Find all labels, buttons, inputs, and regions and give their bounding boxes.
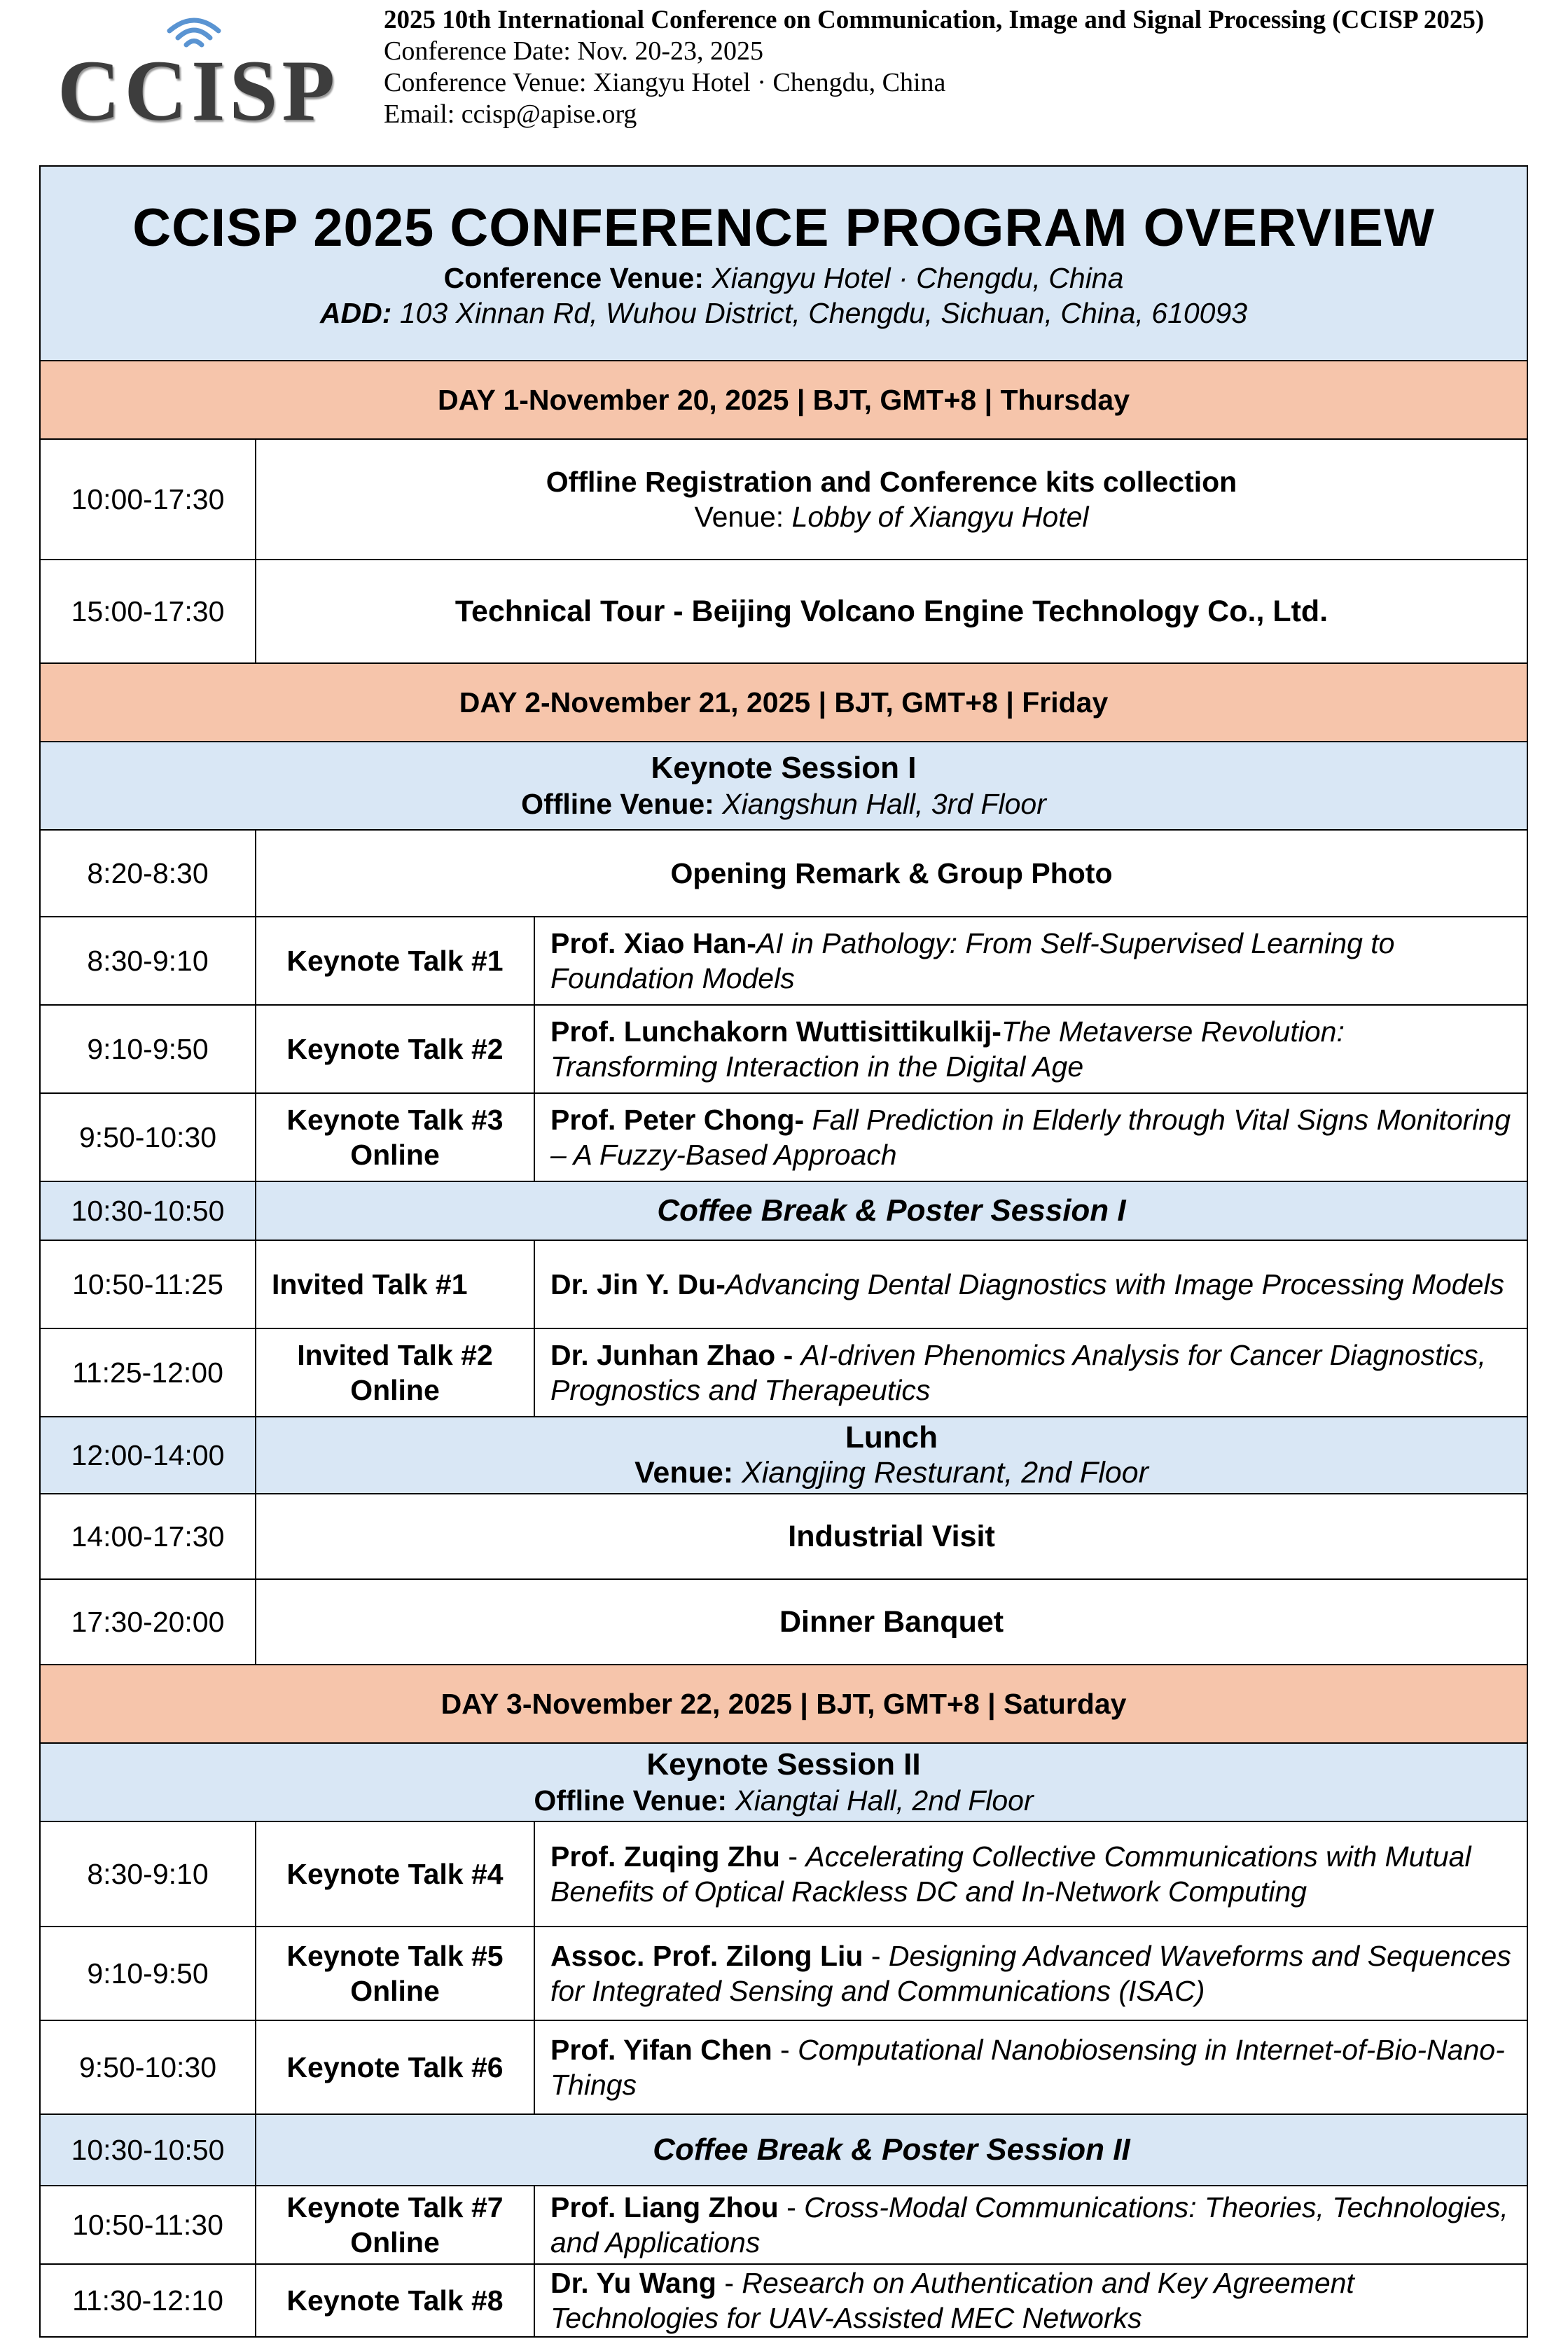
talk-label: Keynote Talk #6 (286, 2051, 504, 2083)
table-row (40, 1927, 1527, 2020)
event-cell (256, 439, 1527, 560)
talk-topic: Cross-Modal Communications: Theories, Technologies, and Applications (550, 2191, 1508, 2258)
table-row (40, 1494, 1527, 1579)
talk-label: Keynote Talk #1 (286, 945, 504, 977)
talk-label-cell (256, 1093, 534, 1181)
talk-topic: Designing Advanced Waveforms and Sequences for Integrated Sensing and Communications (ISAC) (550, 1940, 1511, 2007)
talk-label-cell (256, 1821, 534, 1927)
separator: - (794, 1104, 812, 1136)
talk-cell (534, 1005, 1527, 1093)
talk-cell (534, 2020, 1527, 2114)
table-row (40, 1579, 1527, 1665)
talk-label-cell (256, 2186, 534, 2264)
time-cell: 10:50-11:30 (40, 2186, 256, 2264)
program-table (39, 165, 1528, 2338)
talk-label-cell (256, 1005, 534, 1093)
talk-label: Invited Talk #1 (272, 1268, 468, 1300)
table-row (40, 1005, 1527, 1093)
talk-cell (534, 1927, 1527, 2020)
time-cell: 12:00-14:00 (40, 1417, 256, 1494)
time-cell: 9:50-10:30 (40, 1093, 256, 1181)
session-venue-label: Offline Venue: (521, 788, 714, 820)
break-cell: Coffee Break & Poster Session I (256, 1181, 1527, 1240)
talk-label: Keynote Talk #2 (286, 1033, 504, 1065)
speaker-name: Dr. Yu Wang (550, 2267, 716, 2299)
break-cell: Coffee Break & Poster Session II (256, 2114, 1527, 2186)
venue-label: Conference Venue: (443, 262, 704, 294)
venue-value: Xiangyu Hotel · Chengdu, China (703, 262, 1124, 294)
address-line (56, 296, 1511, 331)
talk-label: Invited Talk #2 (297, 1339, 493, 1371)
separator: - (747, 927, 756, 959)
session-venue-value: Xiangtai Hall, 2nd Floor (727, 1784, 1034, 1817)
time-cell: 17:30-20:00 (40, 1579, 256, 1665)
talk-topic: Advancing Dental Diagnostics with Image Processing Models (725, 1268, 1504, 1300)
conference-email: Email: ccisp@apise.org (384, 99, 637, 129)
address-value: 103 Xinnan Rd, Wuhou District, Chengdu, Sichuan, China, 610093 (391, 297, 1248, 329)
time-cell: 15:00-17:30 (40, 560, 256, 663)
speaker-name: Dr. Junhan Zhao (550, 1339, 776, 1371)
event-venue-value: Lobby of Xiangyu Hotel (791, 501, 1089, 533)
talk-mode: Online (350, 2226, 440, 2258)
separator: - (778, 2191, 805, 2223)
talk-topic: AI in Pathology: From Self-Supervised Learning to Foundation Models (550, 927, 1395, 994)
talk-cell (534, 2264, 1527, 2337)
time-cell: 10:30-10:50 (40, 2114, 256, 2186)
table-row (40, 1240, 1527, 1328)
time-cell: 10:00-17:30 (40, 439, 256, 560)
venue-line (56, 261, 1511, 296)
talk-topic: Computational Nanobiosensing in Internet-of-Bio-Nano-Things (550, 2034, 1505, 2101)
time-cell: 11:30-12:10 (40, 2264, 256, 2337)
speaker-name: Assoc. Prof. Zilong Liu (550, 1940, 863, 1972)
talk-label-cell (256, 1240, 534, 1328)
talk-label-cell (256, 2020, 534, 2114)
session-heading (40, 1743, 1527, 1821)
time-cell: 10:50-11:25 (40, 1240, 256, 1328)
lunch-title: Lunch (845, 1420, 938, 1455)
table-row (40, 2186, 1527, 2264)
ccisp-logo (57, 14, 338, 137)
talk-cell (534, 2186, 1527, 2264)
time-cell: 8:20-8:30 (40, 830, 256, 917)
time-cell: 14:00-17:30 (40, 1494, 256, 1579)
table-row (40, 1328, 1527, 1417)
time-cell: 11:25-12:00 (40, 1328, 256, 1417)
time-cell: 8:30-9:10 (40, 917, 256, 1005)
time-cell: 9:10-9:50 (40, 1005, 256, 1093)
table-row (40, 2264, 1527, 2337)
separator: - (772, 2034, 798, 2066)
separator: - (992, 1015, 1001, 1048)
event-venue-label: Venue: (694, 501, 792, 533)
table-row (40, 2114, 1527, 2186)
speaker-name: Dr. Jin Y. Du (550, 1268, 716, 1300)
speaker-name: Prof. Liang Zhou (550, 2191, 779, 2223)
talk-topic: AI-driven Phenomics Analysis for Cancer Diagnostics, Prognostics and Therapeutics (550, 1339, 1486, 1406)
table-row (40, 830, 1527, 917)
talk-label: Keynote Talk #3 (286, 1104, 504, 1136)
talk-label: Keynote Talk #4 (286, 1858, 504, 1890)
lunch-venue (272, 1455, 1511, 1490)
talk-mode: Online (350, 1139, 440, 1171)
talk-cell (534, 1328, 1527, 1417)
talk-topic: Fall Prediction in Elderly through Vital Signs Monitoring – A Fuzzy-Based Approach (550, 1104, 1511, 1171)
program-title-block (40, 166, 1527, 361)
separator: - (716, 2267, 742, 2299)
talk-cell (534, 1240, 1527, 1328)
conference-date: Conference Date: Nov. 20-23, 2025 (384, 36, 764, 66)
lunch-venue-value: Xiangjing Resturant, 2nd Floor (733, 1456, 1149, 1490)
speaker-name: Prof. Xiao Han (550, 927, 747, 959)
conference-venue: Conference Venue: Xiangyu Hotel · Chengdu, China (384, 68, 946, 97)
talk-topic: The Metaverse Revolution: Transforming Interaction in the Digital Age (550, 1015, 1345, 1083)
talk-label: Keynote Talk #5 (286, 1940, 504, 1972)
session-venue (56, 786, 1511, 821)
event-cell: Industrial Visit (256, 1494, 1527, 1579)
table-row (40, 560, 1527, 663)
session-heading (40, 742, 1527, 830)
speaker-name: Prof. Peter Chong (550, 1104, 795, 1136)
table-row (40, 1821, 1527, 1927)
separator: - (716, 1268, 726, 1300)
lunch-venue-label: Venue: (634, 1456, 734, 1490)
conference-info (384, 4, 1484, 130)
speaker-name: Prof. Lunchakorn Wuttisittikulkij (550, 1015, 992, 1048)
talk-mode: Online (350, 1374, 440, 1406)
talk-label-cell (256, 917, 534, 1005)
page-title: CCISP 2025 CONFERENCE PROGRAM OVERVIEW (132, 198, 1435, 258)
conference-name: 2025 10th International Conference on Communication, Image and Signal Processing (CCISP 2025) (384, 6, 1485, 34)
logo-text: CCISP (57, 43, 340, 139)
table-row (40, 1417, 1527, 1494)
time-cell: 9:50-10:30 (40, 2020, 256, 2114)
talk-label-cell (256, 1328, 534, 1417)
session-title: Keynote Session II (646, 1747, 921, 1782)
table-row (40, 1093, 1527, 1181)
talk-topic: Accelerating Collective Communications with Mutual Benefits of Optical Rackless DC and In-Network Computing (550, 1840, 1471, 1908)
lunch-cell (256, 1417, 1527, 1494)
talk-cell (534, 1821, 1527, 1927)
time-cell: 9:10-9:50 (40, 1927, 256, 2020)
separator: - (775, 1339, 801, 1371)
event-title: Offline Registration and Conference kits collection (546, 466, 1237, 498)
speaker-name: Prof. Zuqing Zhu (550, 1840, 780, 1873)
event-venue (272, 499, 1511, 534)
talk-cell (534, 1093, 1527, 1181)
page-header (0, 0, 1568, 161)
day-heading: DAY 2-November 21, 2025 | BJT, GMT+8 | Friday (40, 663, 1527, 742)
event-cell: Dinner Banquet (256, 1579, 1527, 1665)
table-row (40, 2020, 1527, 2114)
talk-mode: Online (350, 1975, 440, 2007)
session-venue-label: Offline Venue: (534, 1784, 728, 1817)
talk-label-cell (256, 1927, 534, 2020)
table-row (40, 1181, 1527, 1240)
talk-topic: Research on Authentication and Key Agreement Technologies for UAV-Assisted MEC Networks (550, 2267, 1354, 2334)
table-row (40, 439, 1527, 560)
session-venue (56, 1783, 1511, 1818)
address-label: ADD: (319, 297, 392, 329)
speaker-name: Prof. Yifan Chen (550, 2034, 772, 2066)
talk-cell (534, 917, 1527, 1005)
talk-label: Keynote Talk #7 (286, 2191, 504, 2223)
session-venue-value: Xiangshun Hall, 3rd Floor (714, 788, 1046, 820)
day-heading: DAY 1-November 20, 2025 | BJT, GMT+8 | Thursday (40, 361, 1527, 439)
event-cell: Technical Tour - Beijing Volcano Engine Technology Co., Ltd. (256, 560, 1527, 663)
day-heading: DAY 3-November 22, 2025 | BJT, GMT+8 | Saturday (40, 1665, 1527, 1743)
separator: - (863, 1940, 889, 1972)
talk-label-cell (256, 2264, 534, 2337)
time-cell: 8:30-9:10 (40, 1821, 256, 1927)
time-cell: 10:30-10:50 (40, 1181, 256, 1240)
talk-label: Keynote Talk #8 (286, 2284, 504, 2317)
event-cell: Opening Remark & Group Photo (256, 830, 1527, 917)
separator: - (779, 1840, 806, 1873)
session-title: Keynote Session I (651, 751, 917, 785)
table-row (40, 917, 1527, 1005)
